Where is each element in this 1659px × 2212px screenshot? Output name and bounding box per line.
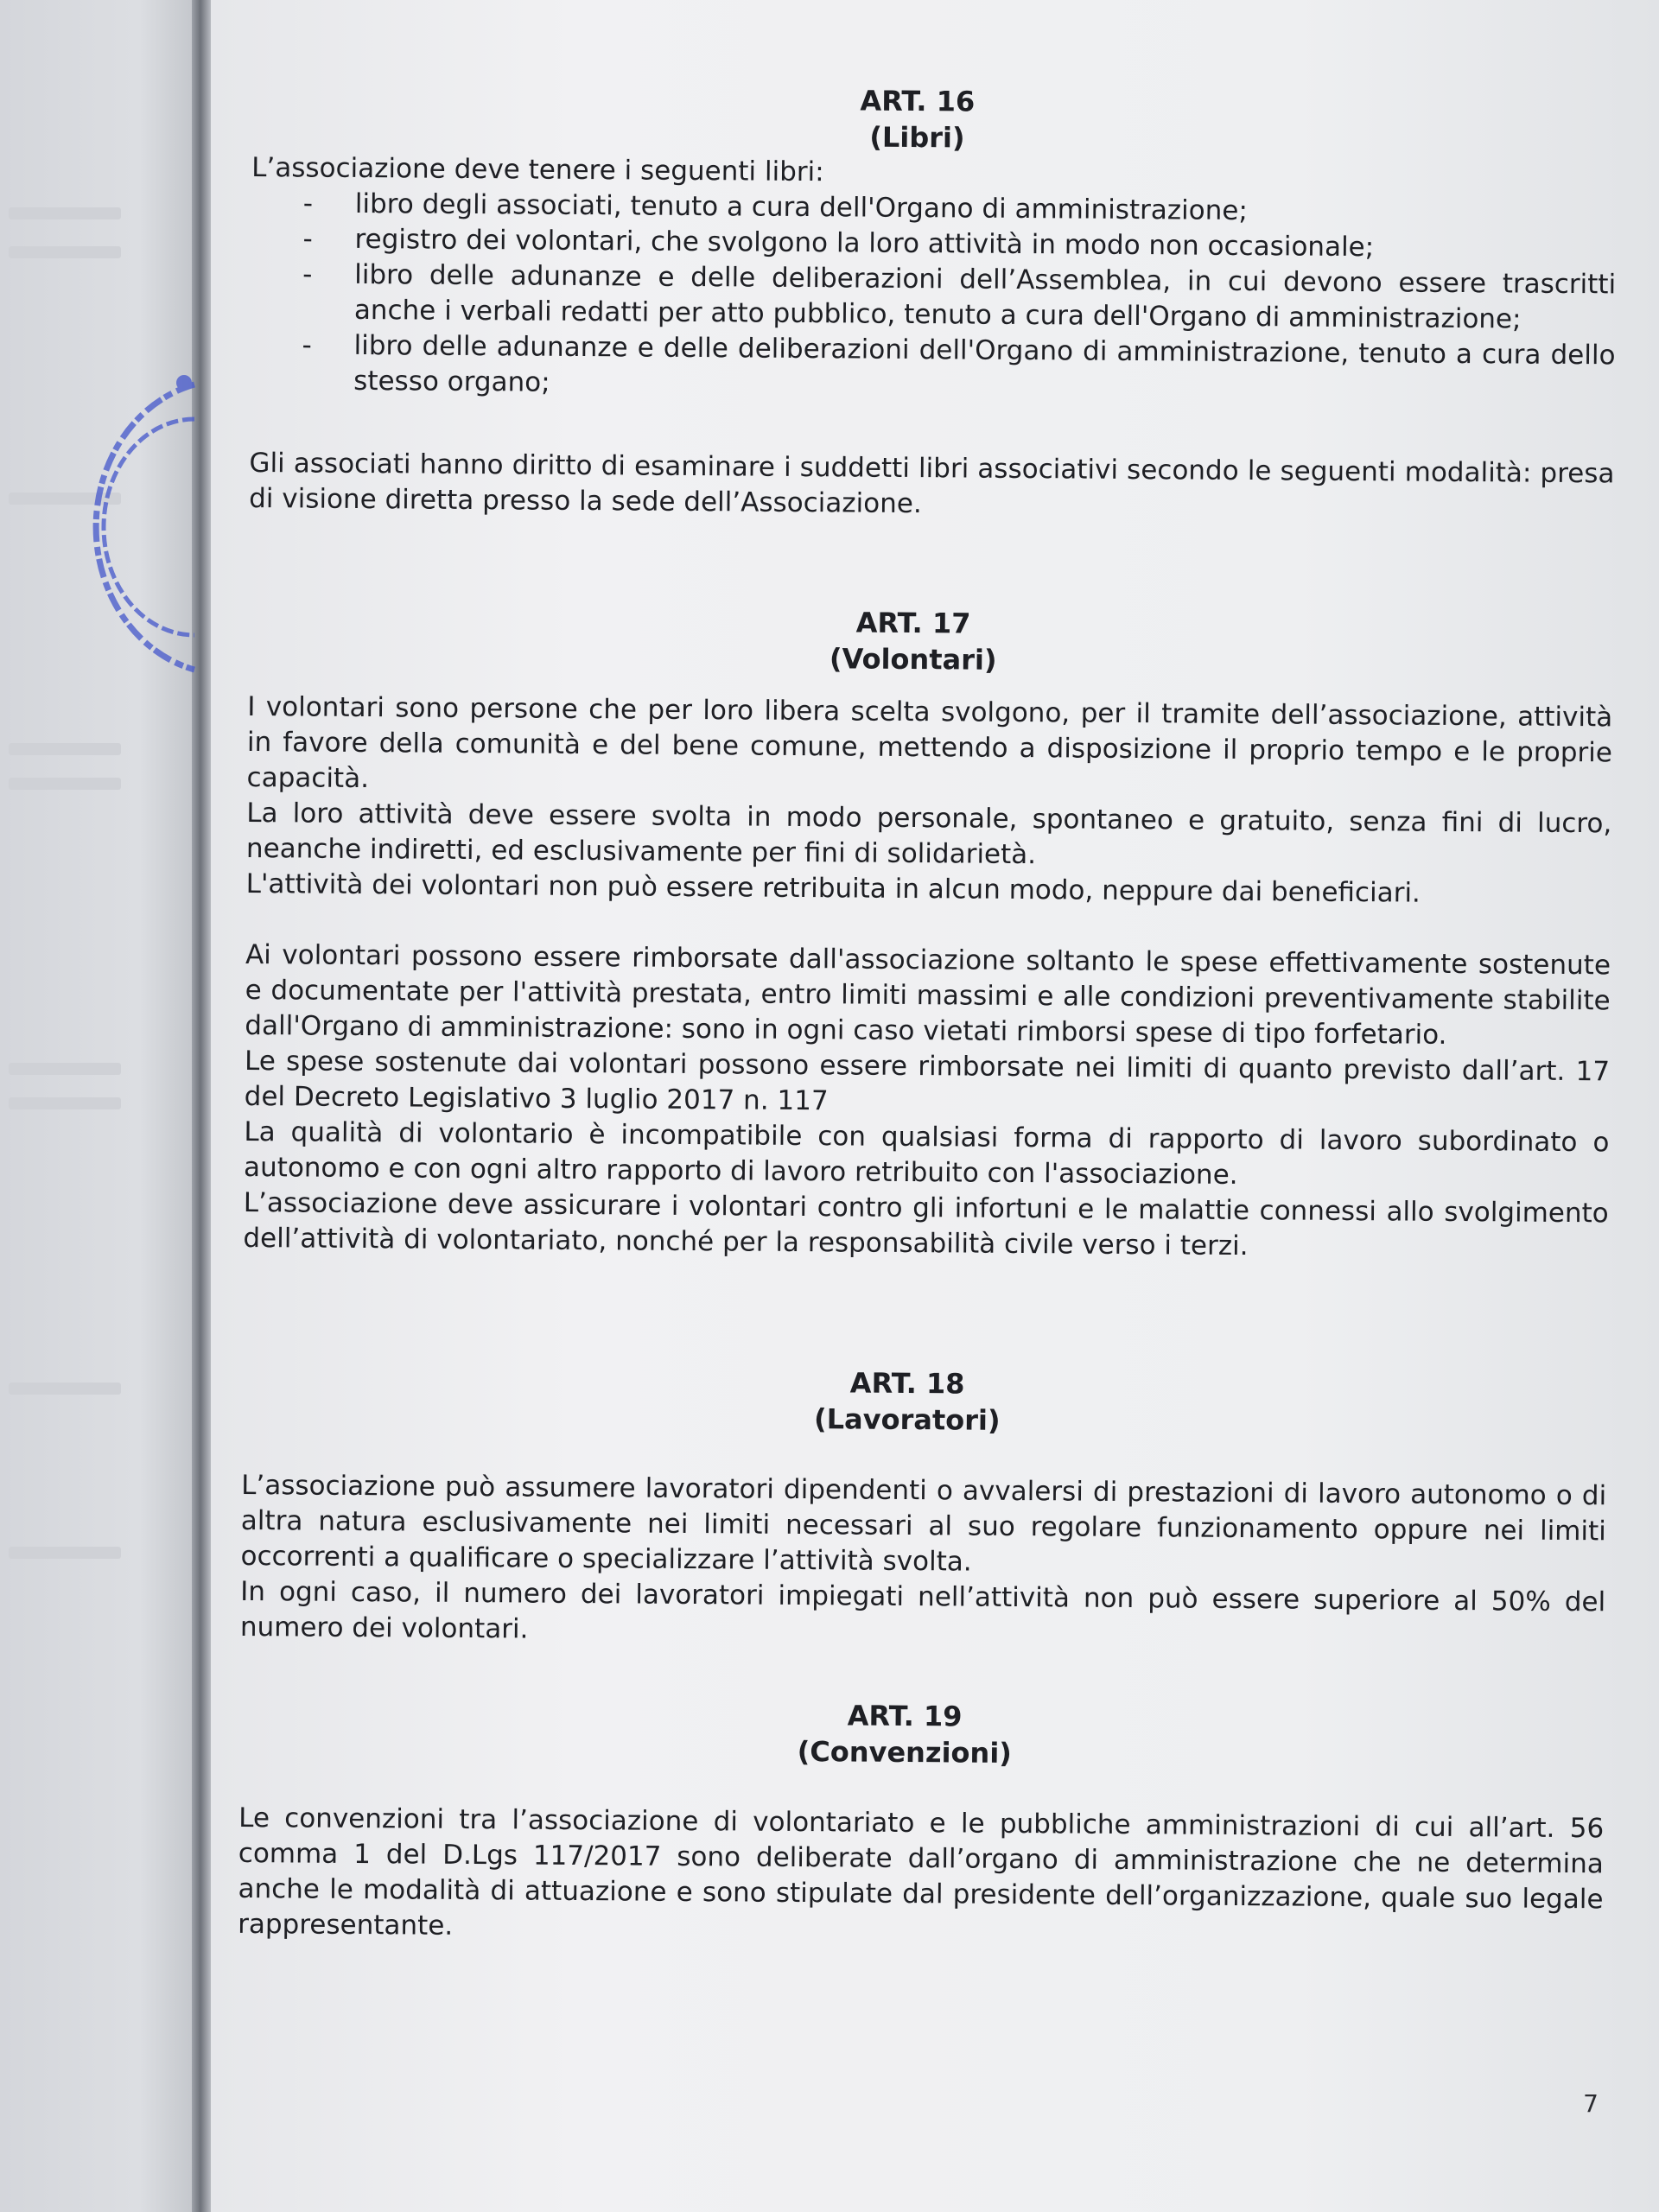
article-paragraph: Ai volontari possono essere rimborsate dall'associazione soltanto le spese effettivamente sostenute e documentate per l'attività prestata, entro limiti massimi e alle condizioni preventivamente stabilite dall'Organo di amministrazione: sono in ogni caso vietati rimborsi spese di tipo forfetario. bbox=[245, 938, 1611, 1051]
article-subtitle: (Lavoratori) bbox=[813, 1402, 1001, 1437]
article-heading: ART. 16 bbox=[860, 84, 976, 118]
article-19 bbox=[238, 1693, 1605, 1953]
article-paragraph: Le spese sostenute dai volontari possono essere rimborsate nei limiti di quanto previsto dall’art. 17 del Decreto Legislativo 3 luglio 2017 n. 117 bbox=[244, 1045, 1611, 1117]
facing-page-text bbox=[9, 207, 121, 219]
article-paragraph: La qualità di volontario è incompatibile con qualsiasi forma di rapporto di lavoro subordinato o autonomo e con ogni altro rapporto di lavoro retribuito con l'associazione. bbox=[243, 1116, 1610, 1191]
article-subtitle: (Libri) bbox=[869, 120, 965, 155]
article-18 bbox=[240, 1360, 1608, 1656]
article-subtitle: (Convenzioni) bbox=[797, 1735, 1013, 1770]
document-page bbox=[211, 0, 1659, 2212]
list-item: - libro delle adunanze e delle deliberazioni dell'Organo di amministrazione, tenuto a cura dello stesso organo; bbox=[302, 327, 1616, 409]
binding-spine bbox=[192, 0, 211, 2212]
facing-page-text bbox=[9, 778, 121, 790]
article-paragraph: La loro attività deve essere svolta in modo personale, spontaneo e gratuito, senza fini di lucro, neanche indiretti, ed esclusivamente per fini di solidarietà. bbox=[245, 797, 1612, 871]
facing-page-text bbox=[9, 1063, 121, 1075]
books-list bbox=[250, 186, 1617, 409]
article-subtitle: (Volontari) bbox=[829, 642, 997, 677]
article-paragraph: In ogni caso, il numero dei lavoratori impiegati nell’attività non può essere superiore al 50% del numero dei volontari. bbox=[239, 1575, 1606, 1645]
article-17 bbox=[243, 600, 1613, 1267]
article-paragraph: I volontari sono persone che per loro libera scelta svolgono, per il tramite dell’associazione, attività in favore della comunità e del bene comune, mettendo a disposizione il proprio tempo e le proprie capacità. bbox=[246, 690, 1613, 795]
rubber-stamp bbox=[73, 367, 203, 687]
article-paragraph: Le convenzioni tra l’associazione di volontariato e le pubbliche amministrazioni di cui all’art. 56 comma 1 del D.Lgs 117/2017 sono deliberate dall’organo di amministrazione che ne determina anche le modalità di attuazione e sono stipulate dal presidente dell’organizzazione, quale suo legale rappresentante. bbox=[238, 1802, 1605, 1942]
article-heading: ART. 19 bbox=[847, 1699, 963, 1733]
list-item: - libro delle adunanze e delle deliberazioni dell’Assemblea, in cui devono essere trascritti anche i verbali redatti per atto pubblico, tenuto a cura dell'Organo di amministrazione; bbox=[302, 257, 1617, 338]
facing-page-text bbox=[9, 743, 121, 755]
list-item: - registro dei volontari, che svolgono la loro attività in modo non occasionale; bbox=[302, 221, 1616, 267]
article-paragraph: L'attività dei volontari non può essere retribuita in alcun modo, neppure dai beneficiari. bbox=[245, 868, 1421, 909]
facing-page-text bbox=[9, 1547, 121, 1559]
article-heading: ART. 18 bbox=[849, 1366, 965, 1401]
article-paragraph: Gli associati hanno diritto di esaminare i suddetti libri associativi secondo le seguenti modalità: presa di visione diretta presso la sede dell’Associazione. bbox=[249, 447, 1615, 520]
article-intro: L’associazione deve tenere i seguenti libri: bbox=[251, 151, 824, 188]
article-heading: ART. 17 bbox=[855, 606, 971, 640]
article-16 bbox=[249, 78, 1618, 527]
facing-page-text bbox=[9, 246, 121, 258]
page-number: 7 bbox=[1583, 2089, 1599, 2118]
facing-page-text bbox=[9, 1382, 121, 1395]
facing-page-text bbox=[9, 1097, 121, 1109]
article-paragraph: L’associazione deve assicurare i volontari contro gli infortuni e le malattie connessi allo svolgimento dell’attività di volontariato, nonché per la responsabilità civile verso i terzi. bbox=[243, 1186, 1609, 1262]
article-paragraph: L’associazione può assumere lavoratori dipendenti o avvalersi di prestazioni di lavoro autonomo o di altra natura esclusivamente nei limiti necessari al suo regolare funzionamento oppure nei limiti occorrenti a qualificare o specializzare l’attività svolta. bbox=[240, 1469, 1607, 1578]
facing-page bbox=[0, 0, 199, 2212]
list-item: - libro degli associati, tenuto a cura dell'Organo di amministrazione; bbox=[303, 186, 1617, 232]
page-content bbox=[238, 78, 1618, 1953]
